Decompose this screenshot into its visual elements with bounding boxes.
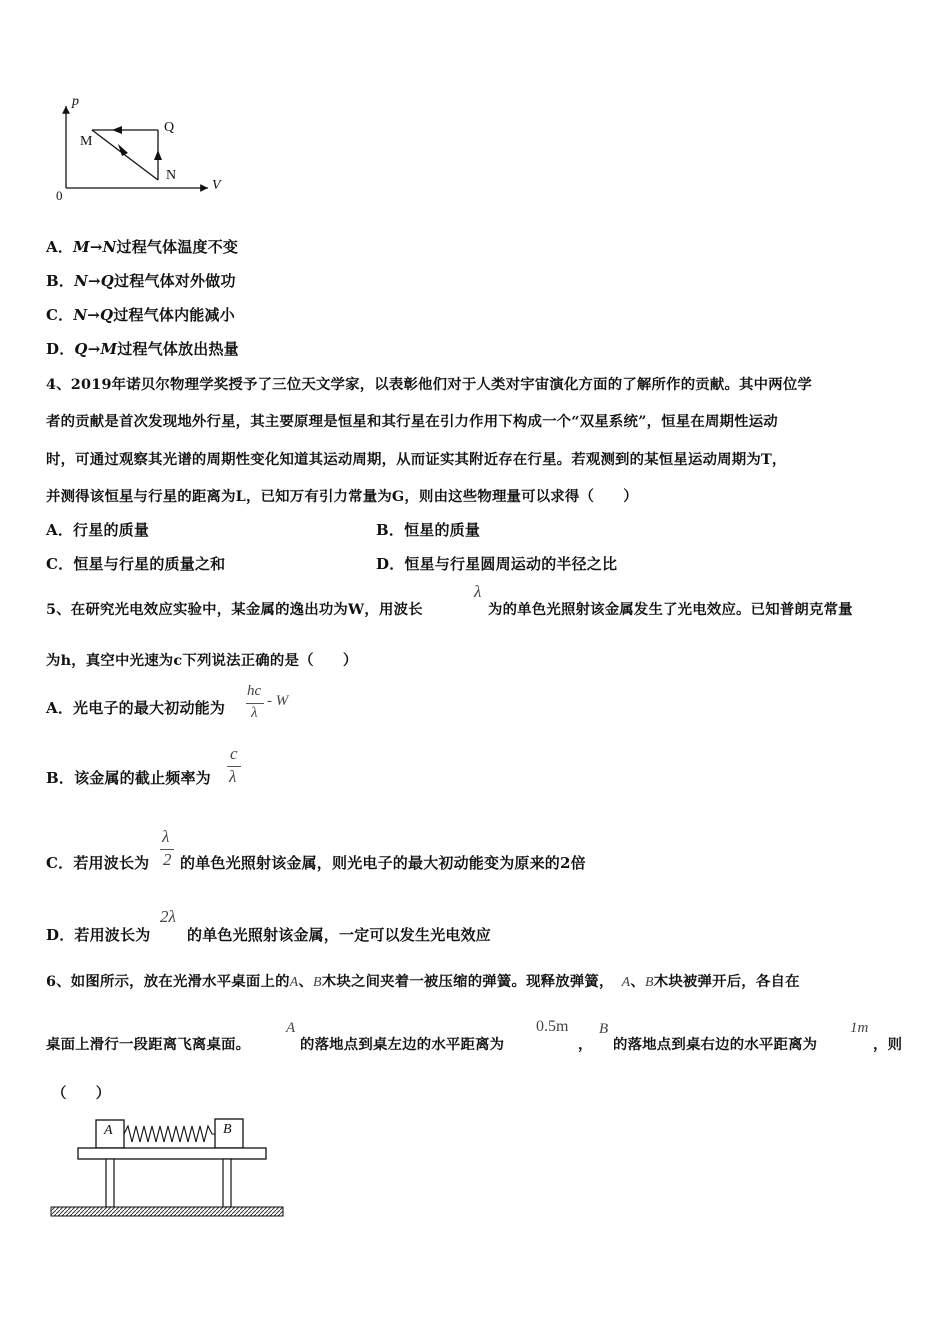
q6-sym-a-3: A [286,1020,296,1036]
q5-a-numerator: hc [247,683,262,699]
q5-b-numerator: c [230,744,238,763]
q5-c-numerator: λ [162,827,170,846]
point-m-label: M [80,134,93,149]
q6-dist-a: 0.5m [536,1018,569,1035]
ground [51,1207,283,1216]
q4-option-d: D．恒星与行星圆周运动的半径之比 [376,555,618,573]
q6-sym-b-2: B [644,975,654,990]
pv-graph [50,94,240,210]
point-q-label: Q [164,120,175,135]
arrow-m-n [118,144,128,156]
q3-option-b: B．N→Q过程气体对外做功 [46,272,236,290]
q5-line-1b: 为的单色光照射该金属发生了光电效应。已知普朗克常量 [488,601,853,618]
axis-p-label: p [72,94,79,109]
table-leg-left [106,1159,114,1207]
q6-line-2e: ，则 [873,1036,903,1053]
q6-dist-b: 1m [850,1020,869,1036]
q5-line-1a: 5、在研究光电效应实验中，某金属的逸出功为W，用波长 [46,601,423,618]
q6-line-1: 6、如图所示，放在光滑水平桌面上的A、B木块之间夹着一被压缩的弹簧。现释放弹簧， A、B木块被弹开后，各自在 [46,973,800,990]
q6-line-2b: 的落地点到桌左边的水平距离为 [300,1036,505,1053]
block-b-label: B [223,1122,232,1137]
q4-line-1: 4、2019年诺贝尔物理学奖授予了三位天文学家，以表彰他们对于人类对宇宙演化方面的了解所作的贡献。其中两位学 [46,376,813,393]
q3-c-symbol: N→Q [73,306,114,324]
q3-option-a: A．M→N过程气体温度不变 [46,238,239,256]
q5-a-fraction-bar [246,703,264,704]
point-n-label: N [166,168,177,183]
q4-line-4: 并测得该恒星与行星的距离为L，已知万有引力常量为G，则由这些物理量可以求得（ ） [46,488,638,505]
q5-b-denominator: λ [229,767,237,786]
q6-line-3: （ ） [52,1085,111,1102]
q4-option-c: C．恒星与行星的质量之和 [46,555,226,573]
origin-label: 0 [56,188,63,203]
q6-sym-b-1: B [313,975,322,990]
q6-sym-a-2: A [621,975,631,990]
q5-option-a: A．光电子的最大初动能为 [46,699,226,717]
q5-option-d: D．若用波长为 [46,926,151,944]
axis-v-label: V [212,178,221,193]
q6-line-2a: 桌面上滑行一段距离飞离桌面。 [46,1036,251,1053]
arrow-n-q [154,150,162,160]
q4-option-a: A．行星的质量 [46,521,150,539]
spring-table-svg [48,1110,288,1222]
q5-option-d-tail: 的单色光照射该金属，一定可以发生光电效应 [187,926,492,944]
block-a-label: A [104,1123,113,1138]
q3-option-c: C．N→Q过程气体内能减小 [46,306,235,324]
q5-a-tail: - W [267,693,289,709]
arrow-q-m [112,126,122,134]
q5-option-b: B．该金属的截止频率为 [46,769,211,787]
q5-option-c-tail: 的单色光照射该金属，则光电子的最大初动能变为原来的2倍 [180,854,586,872]
table-top [78,1148,266,1159]
q6-sym-a-1: A [289,975,299,990]
q3-b-symbol: N→Q [74,272,115,290]
spring-table-figure [48,1110,288,1222]
q3-option-d: D．Q→M过程气体放出热量 [46,340,239,358]
q3-a-symbol: M→N [73,238,117,256]
q6-line-2c: ， [578,1036,593,1053]
q5-option-c: C．若用波长为 [46,854,150,872]
spring [124,1126,215,1142]
q5-c-denominator: 2 [163,850,172,869]
q6-line-2d: 的落地点到桌右边的水平距离为 [613,1036,818,1053]
q5-a-denominator: λ [251,705,258,721]
q4-line-2: 者的贡献是首次发现地外行星，其主要原理是恒星和其行星在引力作用下构成一个“双星系统”，恒星在周期性运动 [46,413,778,430]
table-leg-right [223,1159,231,1207]
path-m-n [92,130,158,180]
q5-lambda: λ [474,582,482,601]
q6-sym-b-3: B [599,1021,609,1037]
q4-option-b: B．恒星的质量 [376,521,481,539]
q5-line-2: 为h，真空中光速为c下列说法正确的是（ ） [46,652,358,669]
q3-d-symbol: Q→M [74,340,118,358]
q4-line-3: 时，可通过观察其光谱的周期性变化知道其运动周期，从而证实其附近存在行星。若观测到的某恒星运动周期为T， [46,451,787,468]
q5-d-expression: 2λ [160,907,176,926]
